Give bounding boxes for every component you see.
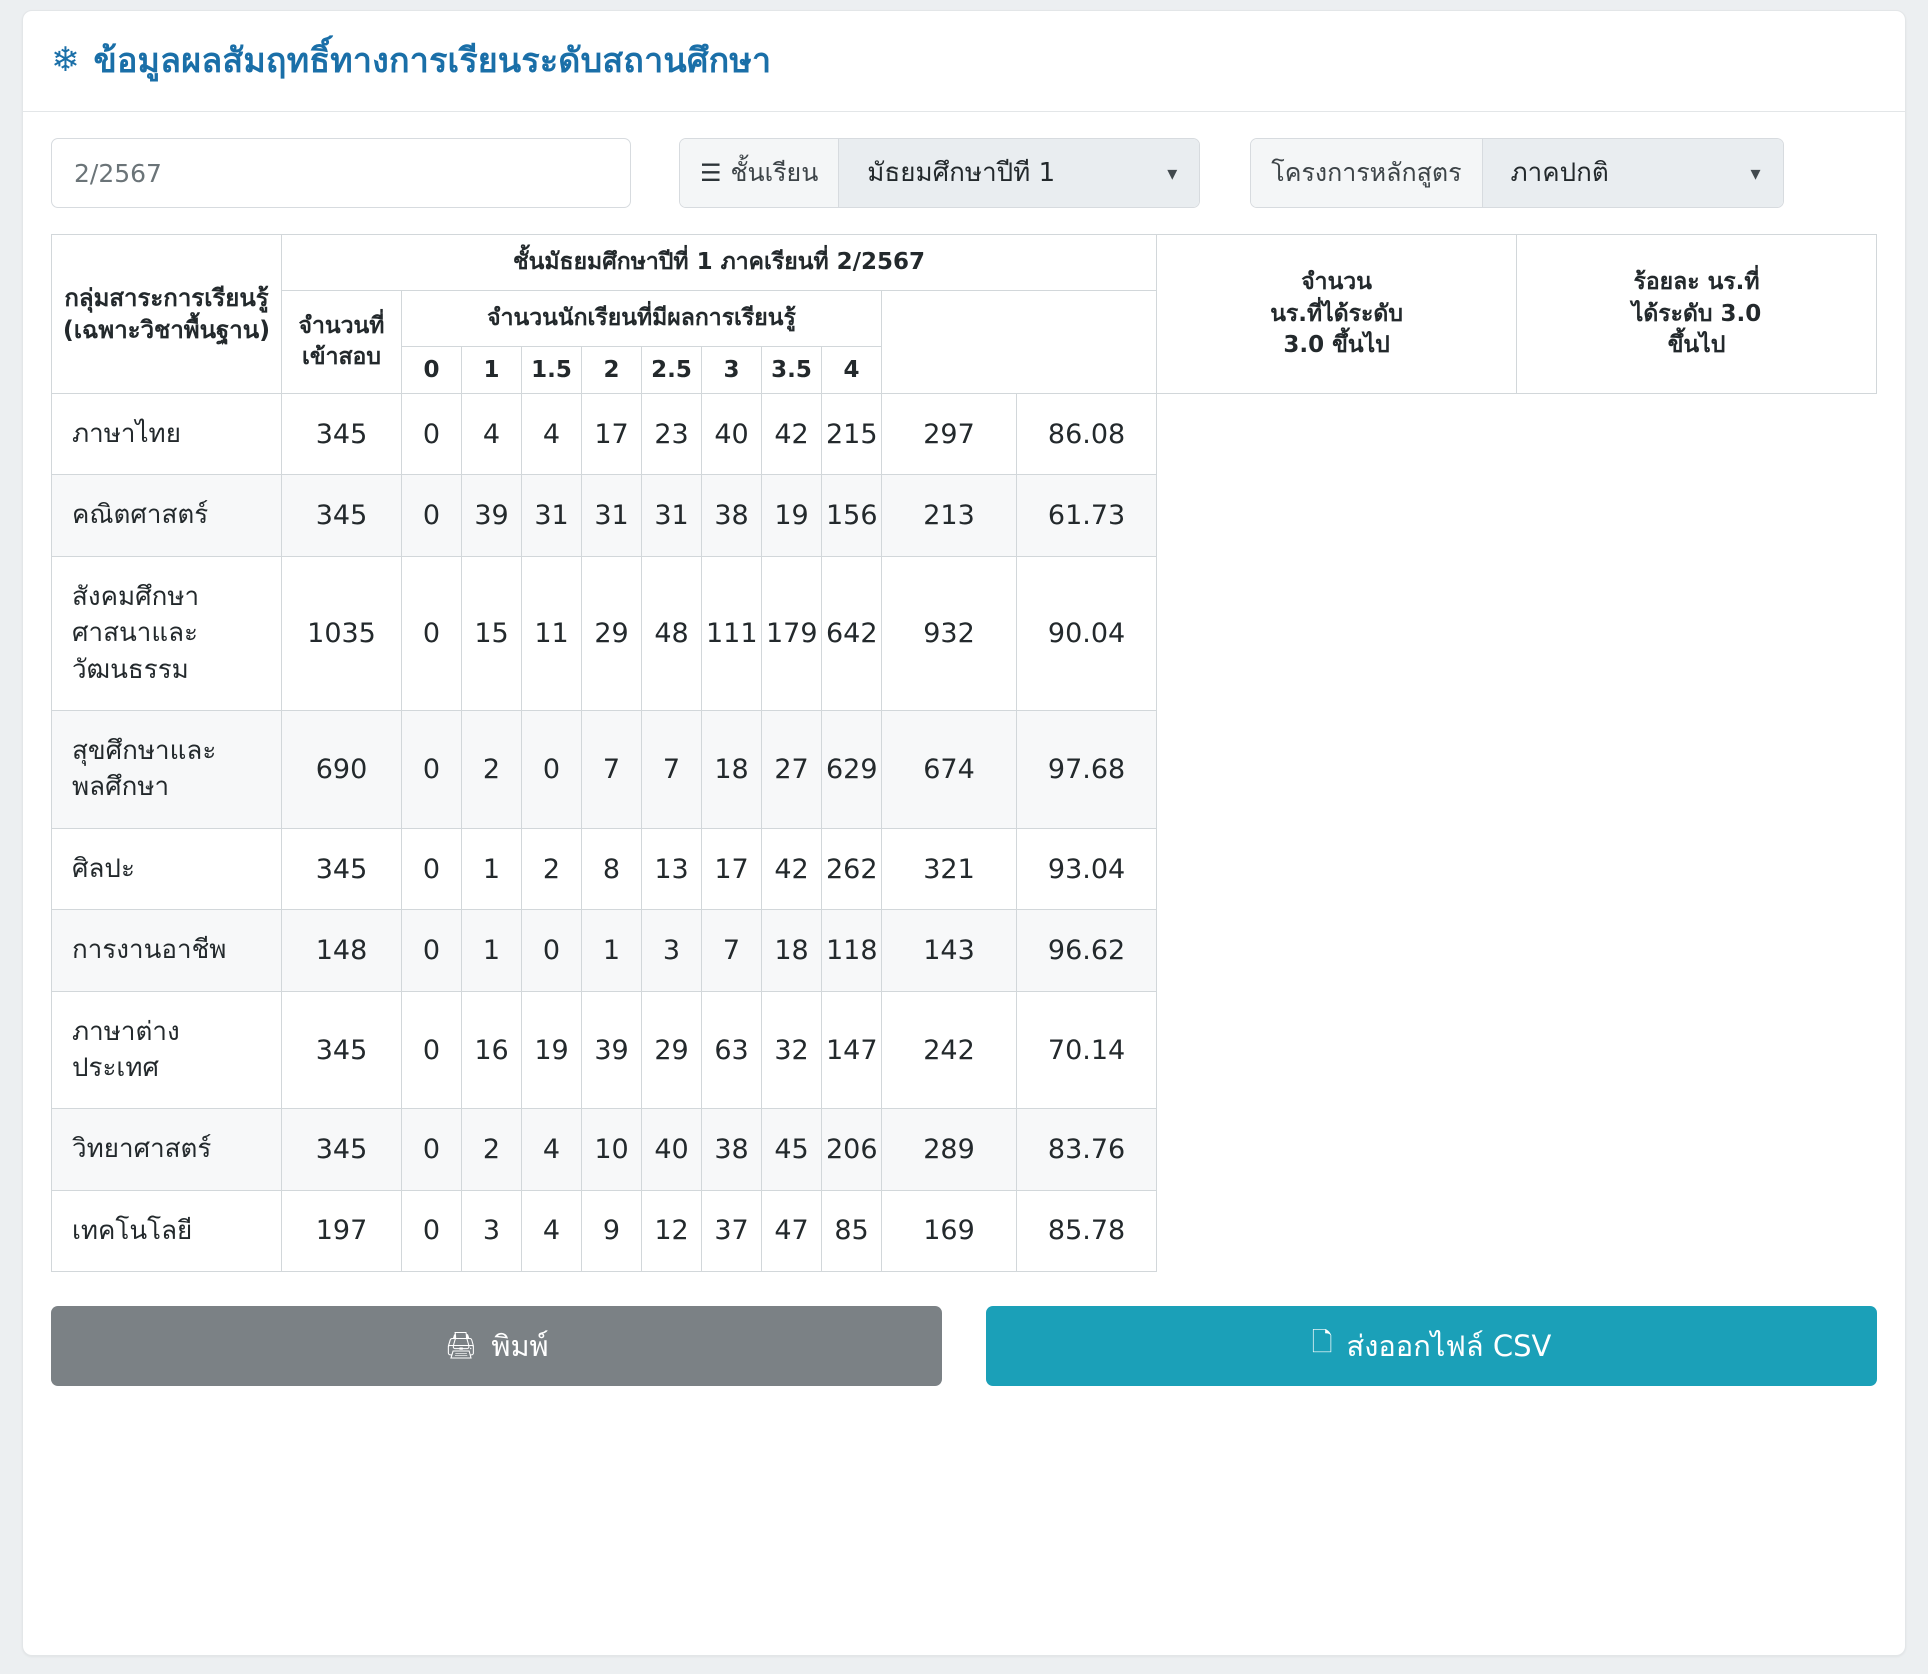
cell-grade-1: 3 (462, 1190, 522, 1271)
class-filter-label-text: ชั้นเรียน (730, 158, 819, 187)
th-grade-2-5: 2.5 (642, 347, 702, 394)
cell-grade-3-5: 32 (762, 991, 822, 1109)
th-pct3-line2: ได้ระดับ 3.0 (1631, 300, 1762, 327)
th-pct3-line3: ขึ้นไป (1667, 331, 1726, 358)
th-grades-title: จำนวนนักเรียนที่มีผลการเรียนรู้ (402, 291, 882, 347)
th-grade-4: 4 (822, 347, 882, 394)
cell-grade-1: 15 (462, 556, 522, 710)
table-row (52, 1109, 1877, 1190)
cell-grade-4: 262 (822, 828, 882, 909)
page-title: ข้อมูลผลสัมฤทธิ์ทางการเรียนระดับสถานศึกษา (93, 41, 772, 81)
cell-count3: 213 (882, 475, 1017, 556)
cell-exam: 197 (282, 1190, 402, 1271)
cell-grade-1-5: 4 (522, 1109, 582, 1190)
cell-subject: สุขศึกษาและพลศึกษา (52, 711, 282, 829)
cell-subject: ภาษาไทย (52, 394, 282, 475)
achievement-table (51, 234, 1877, 1272)
cell-subject: เทคโนโลยี (52, 1190, 282, 1271)
cell-pct3: 61.73 (1017, 475, 1157, 556)
th-grade-3: 3 (702, 347, 762, 394)
cell-grade-2: 31 (582, 475, 642, 556)
th-grade-1-5: 1.5 (522, 347, 582, 394)
cell-grade-3-5: 19 (762, 475, 822, 556)
cell-exam: 690 (282, 711, 402, 829)
class-filter-label (680, 139, 839, 207)
cell-grade-3: 63 (702, 991, 762, 1109)
cell-grade-4: 85 (822, 1190, 882, 1271)
th-pct3 (1517, 235, 1877, 394)
excel-file-icon: 🗋 (1311, 1328, 1333, 1359)
cell-exam: 345 (282, 1109, 402, 1190)
cell-grade-3: 40 (702, 394, 762, 475)
list-icon: ☰ (700, 159, 721, 187)
th-count3-line3: 3.0 ขึ้นไป (1283, 331, 1390, 358)
table-body (52, 394, 1877, 1272)
cell-grade-3: 17 (702, 828, 762, 909)
program-select[interactable] (1483, 139, 1674, 207)
program-filter-label-text: โครงการหลักสูตร (1271, 158, 1462, 187)
results-table-wrapper (23, 214, 1905, 1272)
cell-grade-1: 2 (462, 711, 522, 829)
cell-grade-2-5: 7 (642, 711, 702, 829)
cell-exam: 345 (282, 394, 402, 475)
cell-grade-4: 147 (822, 991, 882, 1109)
cell-grade-3: 38 (702, 1109, 762, 1190)
print-button-label: พิมพ์ (491, 1329, 549, 1364)
program-select-wrapper[interactable] (1483, 139, 1783, 207)
th-grade-0: 0 (402, 347, 462, 394)
cell-grade-2: 1 (582, 910, 642, 991)
cell-grade-2-5: 31 (642, 475, 702, 556)
cell-grade-1-5: 4 (522, 394, 582, 475)
card-header (23, 11, 1905, 112)
cell-exam: 345 (282, 475, 402, 556)
cell-pct3: 86.08 (1017, 394, 1157, 475)
filter-toolbar (23, 112, 1905, 214)
cell-grade-2-5: 13 (642, 828, 702, 909)
th-grade-1: 1 (462, 347, 522, 394)
cell-grade-4: 642 (822, 556, 882, 710)
th-grade-3-5: 3.5 (762, 347, 822, 394)
cell-grade-0: 0 (402, 1109, 462, 1190)
cell-pct3: 83.76 (1017, 1109, 1157, 1190)
report-card (22, 10, 1906, 1656)
cell-grade-0: 0 (402, 556, 462, 710)
th-count3 (1157, 235, 1517, 394)
cell-grade-2-5: 29 (642, 991, 702, 1109)
cell-grade-4: 629 (822, 711, 882, 829)
action-bar (23, 1272, 1905, 1386)
cell-grade-0: 0 (402, 475, 462, 556)
cell-grade-2-5: 3 (642, 910, 702, 991)
table-row (52, 991, 1877, 1109)
cell-count3: 242 (882, 991, 1017, 1109)
cell-count3: 289 (882, 1109, 1017, 1190)
cell-grade-1: 39 (462, 475, 522, 556)
cell-grade-3: 18 (702, 711, 762, 829)
cell-count3: 674 (882, 711, 1017, 829)
printer-icon: 🖨 (444, 1331, 478, 1362)
class-select-wrapper[interactable] (839, 139, 1199, 207)
cell-grade-2: 10 (582, 1109, 642, 1190)
th-grade-2: 2 (582, 347, 642, 394)
cell-grade-3: 38 (702, 475, 762, 556)
cell-grade-3-5: 45 (762, 1109, 822, 1190)
cell-subject: การงานอาชีพ (52, 910, 282, 991)
cell-pct3: 85.78 (1017, 1190, 1157, 1271)
cell-grade-2-5: 23 (642, 394, 702, 475)
th-exam-line1: จำนวนที่ (298, 313, 385, 340)
cell-pct3: 93.04 (1017, 828, 1157, 909)
cell-grade-1-5: 2 (522, 828, 582, 909)
th-exam-line2: เข้าสอบ (302, 344, 381, 371)
cell-grade-1-5: 4 (522, 1190, 582, 1271)
cell-grade-4: 156 (822, 475, 882, 556)
cell-grade-3-5: 18 (762, 910, 822, 991)
chevron-down-icon: ▾ (1167, 161, 1178, 185)
cell-grade-0: 0 (402, 991, 462, 1109)
export-csv-button-label: ส่งออกไฟล์ CSV (1346, 1329, 1552, 1364)
cell-grade-3-5: 179 (762, 556, 822, 710)
cell-grade-1-5: 0 (522, 910, 582, 991)
cell-pct3: 70.14 (1017, 991, 1157, 1109)
cell-grade-1-5: 11 (522, 556, 582, 710)
cell-grade-2: 9 (582, 1190, 642, 1271)
cell-pct3: 90.04 (1017, 556, 1157, 710)
cell-grade-1: 2 (462, 1109, 522, 1190)
table-head (52, 235, 1877, 394)
cell-grade-3-5: 42 (762, 828, 822, 909)
cell-grade-2: 7 (582, 711, 642, 829)
cell-grade-0: 0 (402, 711, 462, 829)
table-row (52, 475, 1877, 556)
cell-grade-1-5: 0 (522, 711, 582, 829)
term-input[interactable] (51, 138, 631, 208)
cell-grade-2: 8 (582, 828, 642, 909)
th-group-title: ชั้นมัธยมศึกษาปีที่ 1 ภาคเรียนที่ 2/2567 (282, 235, 1157, 291)
program-filter-group (1250, 138, 1783, 208)
cell-grade-1: 1 (462, 910, 522, 991)
cell-exam: 345 (282, 991, 402, 1109)
cell-grade-0: 0 (402, 910, 462, 991)
cell-exam: 148 (282, 910, 402, 991)
class-filter-group (679, 138, 1200, 208)
table-row (52, 394, 1877, 475)
cell-grade-4: 206 (822, 1109, 882, 1190)
cell-grade-3: 37 (702, 1190, 762, 1271)
cell-grade-1: 4 (462, 394, 522, 475)
cell-grade-1-5: 19 (522, 991, 582, 1109)
cell-pct3: 97.68 (1017, 711, 1157, 829)
table-row (52, 556, 1877, 710)
cell-count3: 297 (882, 394, 1017, 475)
chevron-down-icon: ▾ (1750, 161, 1761, 185)
cell-exam: 1035 (282, 556, 402, 710)
cell-count3: 143 (882, 910, 1017, 991)
cell-count3: 321 (882, 828, 1017, 909)
th-count3-line2: นร.ที่ได้ระดับ (1270, 300, 1403, 327)
th-subject (52, 235, 282, 394)
cell-grade-2: 29 (582, 556, 642, 710)
cell-grade-1-5: 31 (522, 475, 582, 556)
th-exam-count (282, 291, 402, 394)
print-button[interactable] (51, 1306, 942, 1386)
cell-grade-1: 1 (462, 828, 522, 909)
cell-grade-0: 0 (402, 828, 462, 909)
table-row (52, 910, 1877, 991)
cell-grade-3-5: 27 (762, 711, 822, 829)
th-pct3-line1: ร้อยละ นร.ที่ (1633, 269, 1760, 296)
table-row (52, 1190, 1877, 1271)
class-select[interactable] (839, 139, 1119, 207)
cell-grade-2-5: 12 (642, 1190, 702, 1271)
cell-grade-2: 39 (582, 991, 642, 1109)
header-row-1 (52, 235, 1877, 291)
cell-subject: วิทยาศาสตร์ (52, 1109, 282, 1190)
cell-grade-3: 7 (702, 910, 762, 991)
cell-grade-0: 0 (402, 1190, 462, 1271)
cell-grade-2-5: 40 (642, 1109, 702, 1190)
cell-grade-2-5: 48 (642, 556, 702, 710)
cell-grade-3: 111 (702, 556, 762, 710)
th-count3-line1: จำนวน (1301, 269, 1372, 296)
cell-grade-1: 16 (462, 991, 522, 1109)
cell-grade-4: 118 (822, 910, 882, 991)
cell-subject: ศิลปะ (52, 828, 282, 909)
cell-grade-3-5: 42 (762, 394, 822, 475)
cell-subject: สังคมศึกษา ศาสนาและวัฒนธรรม (52, 556, 282, 710)
cell-pct3: 96.62 (1017, 910, 1157, 991)
table-row (52, 828, 1877, 909)
export-csv-button[interactable] (986, 1306, 1877, 1386)
program-filter-label (1251, 139, 1482, 207)
table-row (52, 711, 1877, 829)
cell-grade-4: 215 (822, 394, 882, 475)
cell-exam: 345 (282, 828, 402, 909)
gear-flower-icon: ❄ (51, 40, 80, 80)
cell-subject: ภาษาต่างประเทศ (52, 991, 282, 1109)
cell-subject: คณิตศาสตร์ (52, 475, 282, 556)
cell-count3: 932 (882, 556, 1017, 710)
th-subject-line1: กลุ่มสาระการเรียนรู้ (64, 283, 269, 312)
cell-grade-2: 17 (582, 394, 642, 475)
cell-grade-3-5: 47 (762, 1190, 822, 1271)
cell-count3: 169 (882, 1190, 1017, 1271)
cell-grade-0: 0 (402, 394, 462, 475)
th-subject-line2: (เฉพาะวิชาพื้นฐาน) (62, 316, 271, 345)
